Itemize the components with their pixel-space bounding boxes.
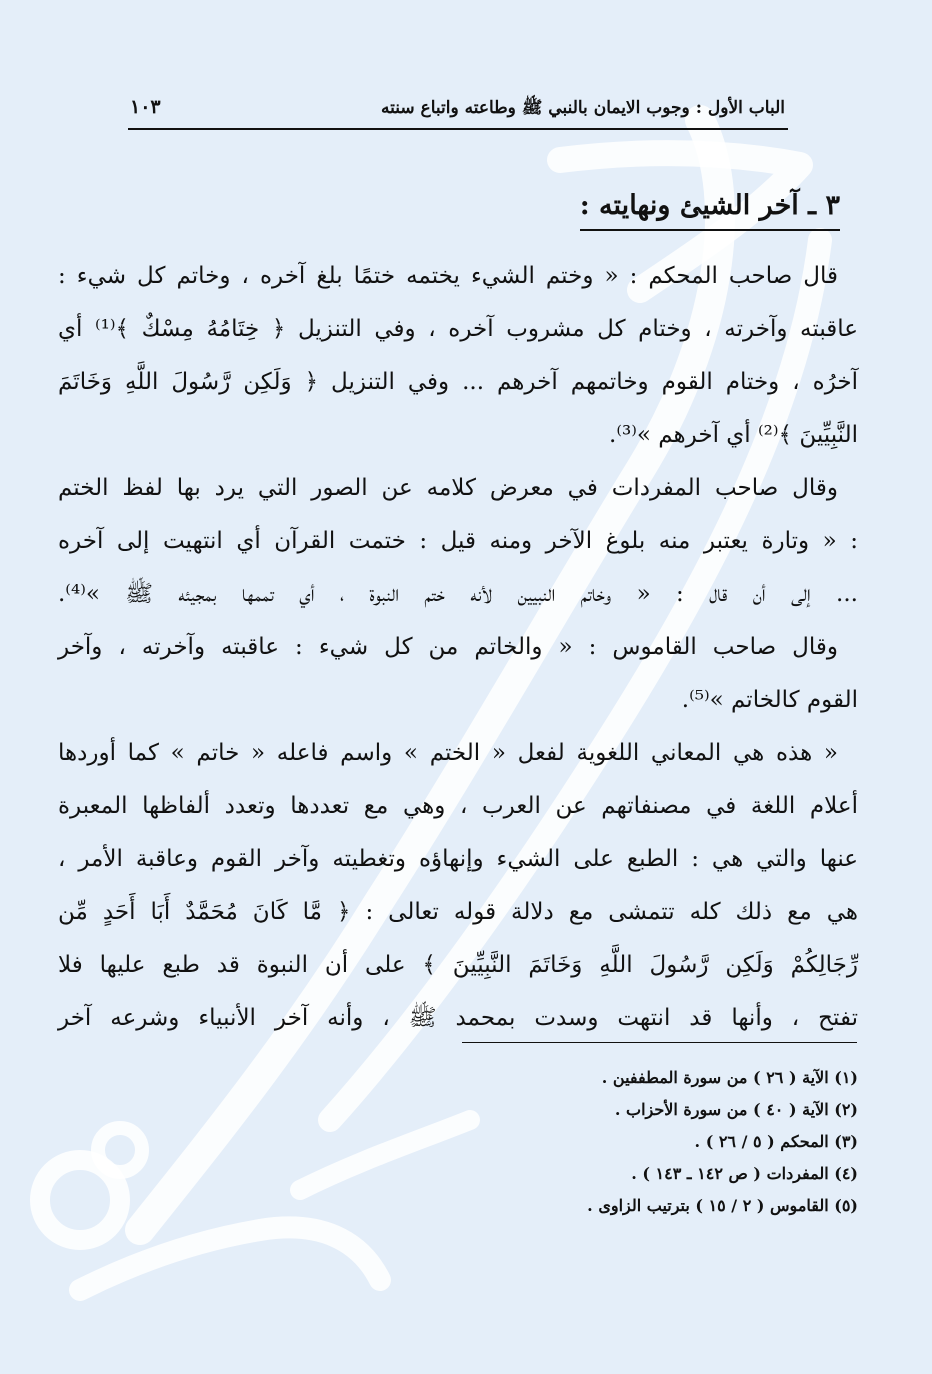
footnote: (٤) المفردات ( ص ١٤٢ ـ ١٤٣ ) . [631,1164,858,1183]
running-header [130,96,785,122]
footnote: (٥) القاموس ( ٢ / ١٥ ) بترتيب الزاوى . [587,1196,858,1215]
text-line: النَّبِيِّينَ ﴾⁽²⁾ أي آخرهم »⁽³⁾. [609,422,858,448]
footnotes [58,1062,858,1222]
footnote: (١) الآية ( ٢٦ ) من سورة المطففين . [601,1068,858,1087]
text-line: هي مع ذلك كله تتمشى مع دلالة قوله تعالى : ﴿ مَّا كَانَ مُحَمَّدٌ أَبَا أَحَدٍ مِّن [58,899,858,925]
text-line: وقال صاحب المفردات في معرض كلامه عن الصور التي يرد بها لفظ الختم [58,475,838,501]
text-line: أعلام اللغة في مصنفاتهم عن العرب ، وهي مع تعددها وتعدد ألفاظها المعبرة [58,793,858,819]
text-line: رِّجَالِكُمْ وَلَكِن رَّسُولَ اللَّهِ وَخَاتَمَ النَّبِيِّينَ ﴾ على أن النبوة قد طبع عليها فلا [58,952,858,978]
text-line: « هذه هي المعاني اللغوية لفعل « الختم » واسم فاعله « خاتم » كما أوردها [58,740,838,766]
footnote: (٢) الآية ( ٤٠ ) من سورة الأحزاب . [614,1100,858,1119]
text-line: تفتح ، وأنها قد انتهت وسدت بمحمد ﷺ ، وأنه آخر الأنبياء وشرعه آخر [58,1005,858,1031]
text-line: آخرُه ، وختام القوم وخاتمهم آخرهم ... وفي التنزيل ﴿ وَلَكِن رَّسُولَ اللَّهِ وَخَاتَمَ [58,369,858,395]
footnote: (٣) المحكم ( ٥ / ٢٦ ) . [694,1132,858,1151]
text-line: : « وتارة يعتبر منه بلوغ الآخر ومنه قيل : ختمت القرآن أي انتهيت إلى آخره [58,528,858,554]
text-line: عنها والتي هي : الطبع على الشيء وإنهاؤه وتغطيته وآخر القوم وعاقبة الأمر ، [58,846,858,872]
header-rule [128,128,788,130]
text-line: ... إلى أن قال : « وخاتم النبيين لأنه ختم النبوة ، أي تممها بمجيئه ﷺ »⁽⁴⁾. [58,581,858,607]
page-number: ١٠٣ [130,96,161,118]
body-text [58,250,858,1045]
text-line: القوم كالخاتم »⁽⁵⁾. [681,687,858,713]
section-heading: ٣ ـ آخر الشيئ ونهايته : [580,190,840,231]
chapter-title: الباب الأول : وجوب الايمان بالنبي ﷺ وطاعته واتباع سنته [381,98,785,118]
text-line: وقال صاحب القاموس : « والخاتم من كل شيء : عاقبته وآخرته ، وآخر [58,634,838,660]
footnote-rule [462,1042,857,1043]
book-page [60,0,870,1374]
text-line: عاقبته وآخرته ، وختام كل مشروب آخره ، وفي التنزيل ﴿ خِتَامُهُ مِسْكٌ ﴾⁽¹⁾ أي [58,316,858,342]
text-line: قال صاحب المحكم : « وختم الشيء يختمه ختمًا بلغ آخره ، وخاتم كل شيء : [58,263,838,289]
